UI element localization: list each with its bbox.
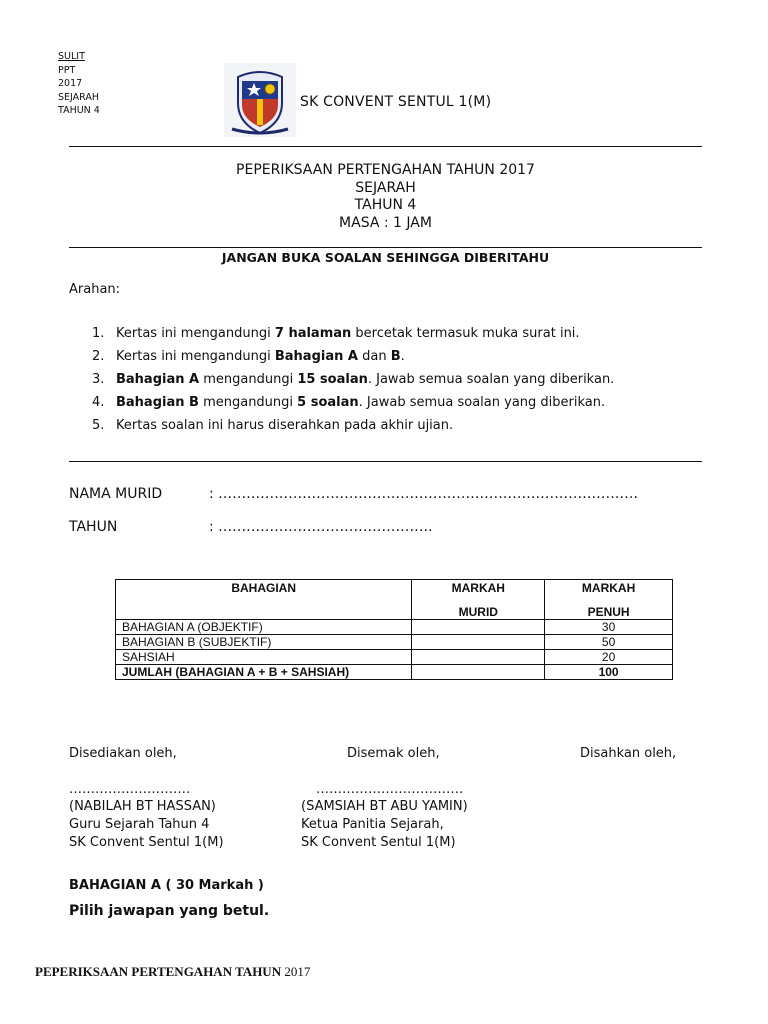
divider	[69, 461, 702, 462]
footer-text: PEPERIKSAAN PERTENGAHAN TAHUN	[35, 964, 285, 979]
table-total-row	[116, 665, 673, 680]
row-bahagian: SAHSIAH	[116, 650, 412, 665]
checked-by-block	[301, 798, 468, 852]
exam-title	[69, 162, 702, 232]
header-markah-penuh: MARKAH PENUH	[545, 580, 673, 620]
total-bahagian: JUMLAH (BAHAGIAN A + B + SAHSIAH)	[116, 665, 412, 680]
checked-by-school: SK Convent Sentul 1(M)	[301, 835, 456, 850]
table-row	[116, 650, 673, 665]
header-markah-murid: MARKAH MURID	[412, 580, 545, 620]
prepared-by-label: Disediakan oleh,	[69, 746, 177, 761]
row-bahagian: BAHAGIAN A (OBJEKTIF)	[116, 620, 412, 635]
exam-duration: MASA : 1 JAM	[339, 214, 432, 231]
instructions-heading: Arahan:	[69, 282, 121, 297]
school-name: SK CONVENT SENTUL 1(M)	[300, 94, 492, 110]
approved-by-label: Disahkan oleh,	[580, 746, 677, 761]
student-name-label: NAMA MURID	[69, 486, 163, 502]
year-field[interactable]	[69, 519, 433, 535]
section-a-instruction: Pilih jawapan yang betul.	[69, 903, 270, 919]
page-footer	[35, 964, 310, 980]
checked-by-signature-line: …………………………….	[316, 782, 464, 797]
header-code-line: TAHUN 4	[58, 105, 100, 116]
total-markah-murid[interactable]	[412, 665, 545, 680]
table-row	[116, 620, 673, 635]
checked-by-name: (SAMSIAH BT ABU YAMIN)	[301, 799, 468, 814]
header-code-line: 2017	[58, 78, 83, 89]
prepared-by-role: Guru Sejarah Tahun 4	[69, 817, 210, 832]
prepared-by-signature-line: ……………………….	[69, 782, 191, 797]
divider	[69, 247, 702, 248]
marks-table	[115, 579, 673, 680]
instructions-list	[92, 326, 614, 441]
divider	[69, 146, 702, 147]
exam-year: TAHUN 4	[354, 197, 417, 213]
header-code-line: SULIT	[58, 51, 85, 62]
student-name-field[interactable]	[69, 486, 638, 502]
school-crest-icon	[224, 63, 296, 137]
instruction-item: 3. Bahagian A mengandungi 15 soalan. Jawab semua soalan yang diberikan.	[92, 372, 615, 387]
total-markah-penuh: 100	[545, 665, 673, 680]
row-markah-penuh: 20	[545, 650, 673, 665]
row-markah-penuh: 50	[545, 635, 673, 650]
footer-year: 2017	[284, 964, 311, 979]
prepared-by-school: SK Convent Sentul 1(M)	[69, 835, 224, 850]
warning-text: JANGAN BUKA SOALAN SEHINGGA DIBERITAHU	[221, 250, 550, 265]
row-markah-murid[interactable]	[412, 635, 545, 650]
student-name-blank[interactable]: : ………………………………………………………………………………	[209, 486, 639, 502]
table-header-row	[116, 580, 673, 620]
table-row	[116, 635, 673, 650]
year-blank[interactable]: : ……………………………………….	[209, 519, 433, 535]
year-label: TAHUN	[69, 519, 118, 535]
row-markah-murid[interactable]	[412, 650, 545, 665]
checked-by-label: Disemak oleh,	[347, 746, 440, 761]
checked-by-role: Ketua Panitia Sejarah,	[301, 817, 444, 832]
row-markah-murid[interactable]	[412, 620, 545, 635]
exam-subject: SEJARAH	[355, 179, 416, 196]
exam-title-line: PEPERIKSAAN PERTENGAHAN TAHUN 2017	[236, 162, 535, 178]
row-bahagian: BAHAGIAN B (SUBJEKTIF)	[116, 635, 412, 650]
prepared-by-name: (NABILAH BT HASSAN)	[69, 799, 216, 814]
prepared-by-block	[69, 798, 224, 852]
instruction-item: 5. Kertas soalan ini harus diserahkan pada akhir ujian.	[92, 418, 454, 433]
instruction-item: 2. Kertas ini mengandungi Bahagian A dan B.	[92, 349, 405, 364]
row-markah-penuh: 30	[545, 620, 673, 635]
header-bahagian: BAHAGIAN	[116, 580, 412, 620]
instruction-item: 4. Bahagian B mengandungi 5 soalan. Jawab semua soalan yang diberikan.	[92, 395, 606, 410]
header-code-line: PPT	[58, 64, 76, 76]
header-codes	[58, 50, 100, 118]
section-a-title: BAHAGIAN A ( 30 Markah )	[69, 878, 264, 893]
header-code-line: SEJARAH	[58, 91, 100, 103]
instruction-item: 1. Kertas ini mengandungi 7 halaman bercetak termasuk muka surat ini.	[92, 326, 580, 341]
